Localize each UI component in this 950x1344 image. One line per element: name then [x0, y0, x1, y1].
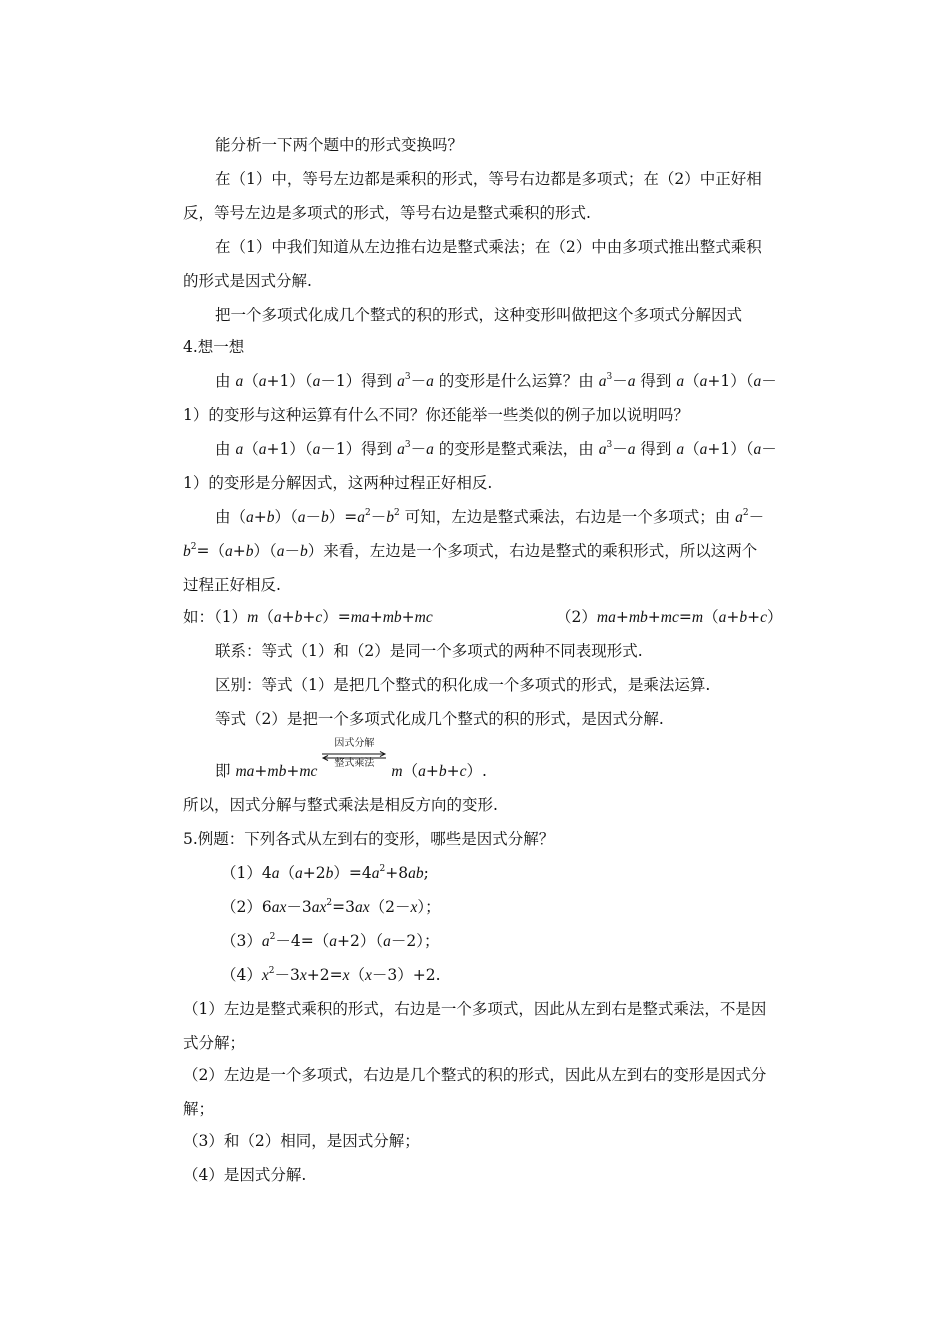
exercise-item: $(2)6ax-3ax^2=3ax(2-x)$；	[221, 898, 441, 916]
math-paragraph: 由 a（a+1）（a－1）得到 $a^3-a$ 的变形是什么运算？由 $a^3-a$ 得到 a（a+1）（a－	[215, 372, 777, 390]
section-heading: 4.想一想	[183, 338, 245, 356]
answer-paragraph: （1）左边是整式乘积的形式，右边是一个多项式，因此从左到右是整式乘法，不是因	[183, 1000, 767, 1018]
paragraph: 所以，因式分解与整式乘法是相反方向的变形.	[183, 796, 498, 814]
math-paragraph: 由 a（a+1）（a－1）得到 $a^3-a$ 的变形是整式乘法，由 $a^3-a$ 得到 a（a+1）（a－	[215, 440, 777, 458]
arrow-top-label: 因式分解	[334, 738, 375, 749]
answer-paragraph: （3）和（2）相同，是因式分解；	[183, 1132, 420, 1150]
paragraph: 联系：等式（1）和（2）是同一个多项式的两种不同表现形式.	[215, 642, 643, 660]
paragraph: 把一个多项式化成几个整式的积的形式，这种变形叫做把这个多项式分解因式	[215, 306, 743, 324]
paragraph: 1）的变形与这种运算有什么不同？你还能举一些类似的例子加以说明吗？	[183, 406, 689, 424]
paragraph: 在（1）中，等号左边都是乘积的形式，等号右边都是多项式；在（2）中正好相	[215, 170, 762, 188]
section-heading: 5.例题：下列各式从左到右的变形，哪些是因式分解？	[183, 830, 555, 848]
exercise-item: $(4)x^2-3x+2=x(x-3)+2$.	[221, 966, 441, 984]
paragraph: 能分析一下两个题中的形式变换吗？	[215, 136, 464, 154]
paragraph: 在（1）中我们知道从左边推右边是整式乘法；在（2）中由多项式推出整式乘积	[215, 238, 762, 256]
double-arrow-icon	[321, 738, 387, 780]
exercise-item: $(3)a^2-4=(a+2)(a-2)$；	[221, 932, 440, 950]
math-paragraph: 由$(a+b)(a-b)=a^2-b^2$ 可知，左边是整式乘法，右边是一个多项式；由 $a^2-$	[215, 508, 765, 526]
paragraph: 的形式是因式分解.	[183, 272, 312, 290]
paragraph: 等式（2）是把一个多项式化成几个整式的积的形式，是因式分解.	[215, 710, 664, 728]
paragraph: 反，等号左边是多项式的形式，等号右边是整式乘积的形式.	[183, 204, 591, 222]
exercise-item: $(1)4a(a+2b)=4a^2+8ab$;	[221, 864, 429, 882]
math-paragraph: $b^2=(a+b)(a-b)$来看，左边是一个多项式，右边是整式的乘积形式，所以这两个	[183, 542, 758, 560]
paragraph: 过程正好相反.	[183, 576, 281, 594]
example-1: 如：（1）m（a+b+c）=ma+mb+mc	[183, 608, 433, 626]
arrow-bottom-label: 整式乘法	[334, 758, 375, 769]
answer-paragraph: 式分解；	[183, 1034, 246, 1052]
paragraph: 区别：等式（1）是把几个整式的积化成一个多项式的形式，是乘法运算.	[215, 676, 711, 694]
conversion-formula: 即 ma+mb+mc 因式分解 整式乘法 m（a+b+c）.	[215, 738, 487, 780]
answer-paragraph: （2）左边是一个多项式，右边是几个整式的积的形式，因此从左到右的变形是因式分	[183, 1066, 767, 1084]
example-2: （2）ma+mb+mc=m（a+b+c）	[556, 608, 783, 626]
paragraph: 1）的变形是分解因式，这两种过程正好相反.	[183, 474, 493, 492]
answer-paragraph: 解；	[183, 1100, 215, 1118]
answer-paragraph: （4）是因式分解.	[183, 1166, 307, 1184]
